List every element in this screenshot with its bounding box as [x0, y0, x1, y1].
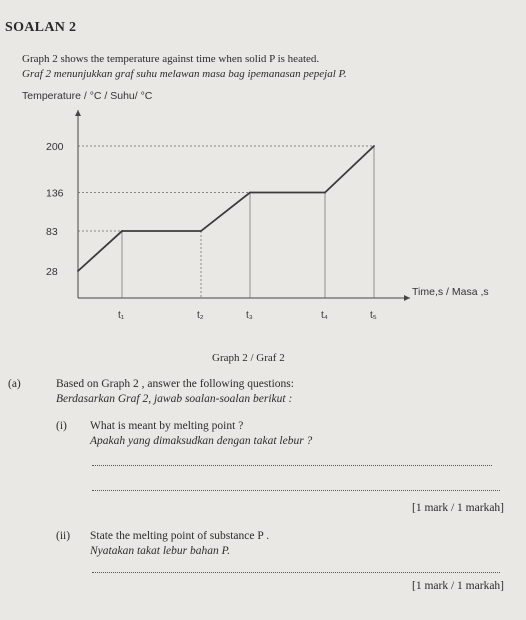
part-a-text-malay: Berdasarkan Graf 2, jawab soalan-soalan berikut : — [56, 393, 293, 405]
q2-label: (ii) — [56, 530, 71, 542]
y-axis-label: Temperature / °C / Suhu/ °C — [22, 90, 153, 102]
y-tick-label: 28 — [46, 266, 58, 278]
x-axis-arrow — [404, 295, 410, 301]
intro-english: Graph 2 shows the temperature against time when solid P is heated. — [22, 53, 320, 65]
data-point — [121, 230, 123, 232]
y-axis-arrow — [75, 110, 81, 116]
x-tick-label: t₅ — [370, 310, 377, 321]
x-tick-label: t₂ — [197, 310, 204, 321]
q2-text-english: State the melting point of substance P . — [90, 530, 270, 542]
x-tick-label: t₁ — [118, 310, 125, 321]
y-tick-label: 136 — [46, 187, 64, 200]
y-tick-label: 83 — [46, 226, 58, 239]
q1-answer-line-2[interactable] — [92, 490, 500, 491]
intro-malay: Graf 2 menunjukkan graf suhu melawan masa bag ipemanasan pepejal P. — [22, 68, 347, 80]
q1-label: (i) — [56, 420, 67, 432]
q1-text-english: What is meant by melting point ? — [90, 420, 244, 432]
graph-caption: Graph 2 / Graf 2 — [212, 352, 285, 364]
x-tick-label: t₃ — [246, 310, 253, 321]
x-tick-label: t₄ — [321, 310, 328, 321]
data-point — [249, 192, 251, 194]
q1-text-malay: Apakah yang dimaksudkan dengan takat lebur ? — [90, 435, 313, 447]
q2-answer-line[interactable] — [92, 572, 500, 573]
part-a-label: (a) — [8, 378, 21, 390]
x-axis-label: Time,s / Masa ,s — [412, 286, 489, 298]
data-point — [324, 192, 326, 194]
data-point — [200, 230, 202, 232]
q1-mark: [1 mark / 1 markah] — [412, 502, 504, 514]
part-a-text-english: Based on Graph 2 , answer the following questions: — [56, 378, 294, 390]
q2-mark: [1 mark / 1 markah] — [412, 580, 504, 592]
data-point — [77, 270, 79, 272]
y-tick-label: 200 — [46, 141, 64, 153]
q2-text-malay: Nyatakan takat lebur bahan P. — [90, 545, 231, 557]
data-point — [373, 145, 375, 147]
q1-answer-line-1[interactable] — [92, 465, 492, 466]
question-heading: SOALAN 2 — [5, 20, 77, 35]
